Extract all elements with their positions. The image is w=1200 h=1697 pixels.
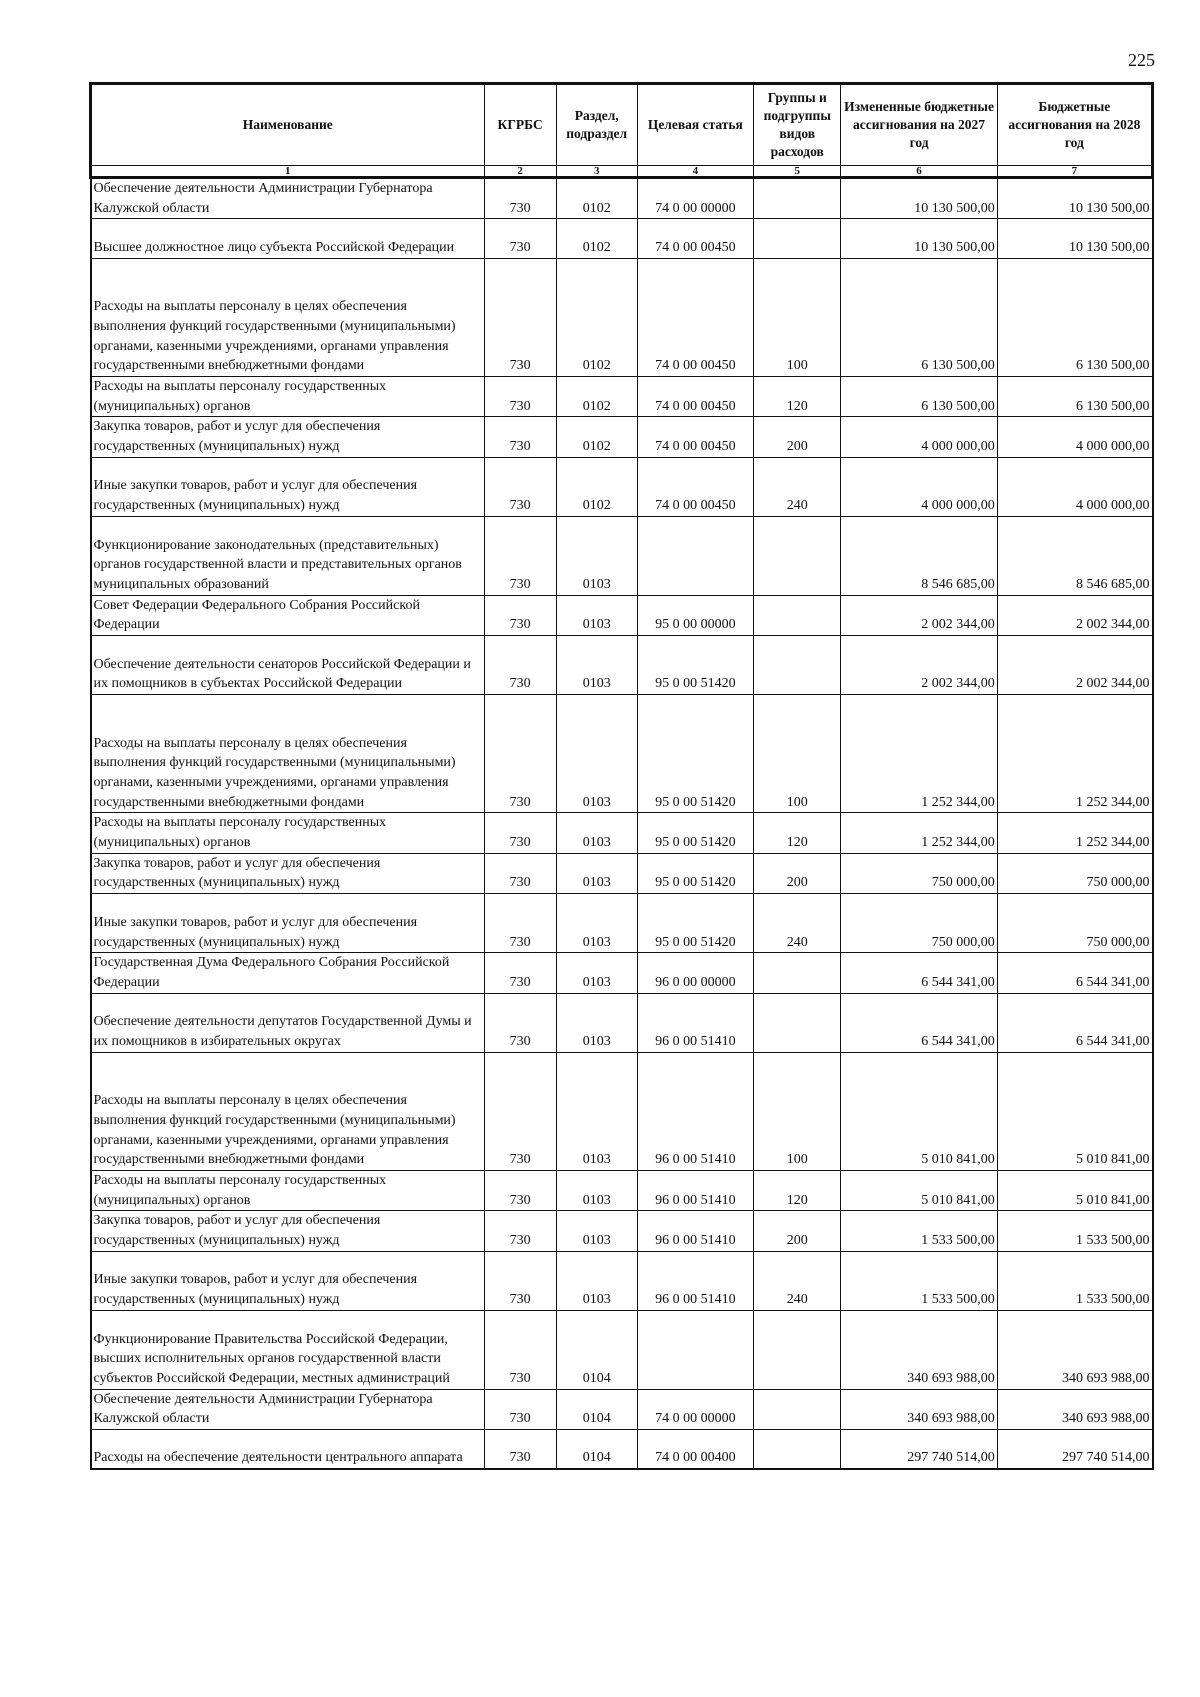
row-section-cell: 0103 (556, 516, 637, 595)
row-kgrbs-cell: 730 (484, 953, 556, 993)
row-name-cell: Закупка товаров, работ и услуг для обеспечения государственных (муниципальных) нужд (91, 1211, 485, 1251)
row-name-cell: Расходы на выплаты персоналу в целях обеспечения выполнения функций государственными (муниципальными) органами, казенными учреждениями, органами управления государственными внебюджетными фондами (91, 1052, 485, 1170)
row-group-cell: 120 (754, 813, 841, 853)
row-2028-cell: 1 533 500,00 (997, 1211, 1152, 1251)
table-row (91, 1170, 1153, 1210)
row-2028-cell: 1 252 344,00 (997, 813, 1152, 853)
row-kgrbs-cell: 730 (484, 813, 556, 853)
row-section-cell: 0103 (556, 993, 637, 1052)
row-2027-cell: 6 544 341,00 (841, 953, 997, 993)
row-kgrbs-cell: 730 (484, 993, 556, 1052)
row-2027-cell: 750 000,00 (841, 853, 997, 893)
row-section-cell: 0102 (556, 376, 637, 416)
header-name: Наименование (91, 84, 485, 166)
row-name-cell: Обеспечение деятельности депутатов Государственной Думы и их помощников в избирательных округах (91, 993, 485, 1052)
row-2027-cell: 4 000 000,00 (841, 457, 997, 516)
header-changed-2027: Измененные бюджетные ассигнования на 2027 год (841, 84, 997, 166)
header-target: Целевая статья (637, 84, 753, 166)
column-number: 5 (754, 166, 841, 178)
row-group-cell: 200 (754, 1211, 841, 1251)
row-group-cell (754, 953, 841, 993)
row-kgrbs-cell: 730 (484, 516, 556, 595)
row-name-cell: Иные закупки товаров, работ и услуг для обеспечения государственных (муниципальных) нужд (91, 457, 485, 516)
row-2028-cell: 340 693 988,00 (997, 1310, 1152, 1389)
row-target-cell: 74 0 00 00450 (637, 219, 753, 258)
row-2028-cell: 2 002 344,00 (997, 595, 1152, 635)
row-group-cell (754, 1310, 841, 1389)
row-group-cell: 100 (754, 1052, 841, 1170)
row-section-cell: 0103 (556, 894, 637, 953)
row-name-cell: Закупка товаров, работ и услуг для обеспечения государственных (муниципальных) нужд (91, 853, 485, 893)
row-2028-cell: 340 693 988,00 (997, 1389, 1152, 1429)
row-name-cell: Функционирование законодательных (представительных) органов государственной власти и представительных органов муниципальных образований (91, 516, 485, 595)
row-2027-cell: 750 000,00 (841, 894, 997, 953)
row-section-cell: 0103 (556, 1052, 637, 1170)
row-2028-cell: 10 130 500,00 (997, 178, 1152, 219)
row-kgrbs-cell: 730 (484, 595, 556, 635)
header-kgrbs: КГРБС (484, 84, 556, 166)
row-2028-cell: 2 002 344,00 (997, 636, 1152, 695)
row-2028-cell: 4 000 000,00 (997, 457, 1152, 516)
row-2028-cell: 5 010 841,00 (997, 1170, 1152, 1210)
row-2028-cell: 8 546 685,00 (997, 516, 1152, 595)
row-target-cell: 95 0 00 51420 (637, 853, 753, 893)
row-2028-cell: 6 130 500,00 (997, 376, 1152, 416)
row-section-cell: 0103 (556, 1211, 637, 1251)
column-number: 7 (997, 166, 1152, 178)
row-name-cell: Совет Федерации Федерального Собрания Российской Федерации (91, 595, 485, 635)
row-name-cell: Функционирование Правительства Российской Федерации, высших исполнительных органов государственной власти субъектов Российской Федерации, местных администраций (91, 1310, 485, 1389)
row-2028-cell: 297 740 514,00 (997, 1430, 1152, 1469)
column-number: 1 (91, 166, 485, 178)
row-target-cell: 96 0 00 51410 (637, 993, 753, 1052)
table-row (91, 376, 1153, 416)
row-2028-cell: 1 252 344,00 (997, 695, 1152, 813)
row-2027-cell: 8 546 685,00 (841, 516, 997, 595)
row-section-cell: 0103 (556, 636, 637, 695)
row-kgrbs-cell: 730 (484, 1310, 556, 1389)
row-kgrbs-cell: 730 (484, 376, 556, 416)
table-row (91, 219, 1153, 258)
row-group-cell (754, 219, 841, 258)
row-kgrbs-cell: 730 (484, 1211, 556, 1251)
row-section-cell: 0103 (556, 695, 637, 813)
table-row (91, 1389, 1153, 1429)
row-target-cell: 95 0 00 51420 (637, 695, 753, 813)
row-group-cell (754, 516, 841, 595)
row-target-cell (637, 1310, 753, 1389)
row-group-cell (754, 595, 841, 635)
column-number: 2 (484, 166, 556, 178)
row-2027-cell: 1 533 500,00 (841, 1211, 997, 1251)
row-section-cell: 0103 (556, 813, 637, 853)
row-name-cell: Иные закупки товаров, работ и услуг для обеспечения государственных (муниципальных) нужд (91, 1251, 485, 1310)
row-2028-cell: 5 010 841,00 (997, 1052, 1152, 1170)
row-section-cell: 0102 (556, 258, 637, 376)
row-section-cell: 0103 (556, 595, 637, 635)
row-name-cell: Расходы на выплаты персоналу в целях обеспечения выполнения функций государственными (муниципальными) органами, казенными учреждениями, органами управления государственными внебюджетными фондами (91, 695, 485, 813)
row-group-cell (754, 178, 841, 219)
row-target-cell: 74 0 00 00400 (637, 1430, 753, 1469)
table-row (91, 636, 1153, 695)
column-number: 4 (637, 166, 753, 178)
row-kgrbs-cell: 730 (484, 1052, 556, 1170)
row-name-cell: Расходы на выплаты персоналу государственных (муниципальных) органов (91, 1170, 485, 1210)
row-2027-cell: 340 693 988,00 (841, 1310, 997, 1389)
row-2027-cell: 2 002 344,00 (841, 636, 997, 695)
row-section-cell: 0102 (556, 417, 637, 457)
row-2027-cell: 1 252 344,00 (841, 695, 997, 813)
row-target-cell (637, 516, 753, 595)
row-kgrbs-cell: 730 (484, 636, 556, 695)
row-group-cell (754, 1430, 841, 1469)
table-row (91, 1430, 1153, 1469)
column-number: 6 (841, 166, 997, 178)
row-target-cell: 96 0 00 51410 (637, 1170, 753, 1210)
row-group-cell (754, 993, 841, 1052)
row-2027-cell: 6 130 500,00 (841, 376, 997, 416)
row-group-cell: 100 (754, 695, 841, 813)
budget-table (89, 82, 1154, 1470)
row-name-cell: Расходы на выплаты персоналу государственных (муниципальных) органов (91, 376, 485, 416)
row-2027-cell: 1 533 500,00 (841, 1251, 997, 1310)
row-2028-cell: 10 130 500,00 (997, 219, 1152, 258)
row-group-cell: 240 (754, 457, 841, 516)
table-row (91, 516, 1153, 595)
table-row (91, 894, 1153, 953)
row-target-cell: 74 0 00 00450 (637, 376, 753, 416)
row-kgrbs-cell: 730 (484, 853, 556, 893)
row-section-cell: 0103 (556, 953, 637, 993)
header-budget-2028: Бюджетные ассигнования на 2028 год (997, 84, 1152, 166)
row-name-cell: Государственная Дума Федерального Собрания Российской Федерации (91, 953, 485, 993)
row-target-cell: 74 0 00 00450 (637, 457, 753, 516)
row-group-cell (754, 636, 841, 695)
row-2027-cell: 1 252 344,00 (841, 813, 997, 853)
row-2027-cell: 5 010 841,00 (841, 1170, 997, 1210)
row-name-cell: Обеспечение деятельности Администрации Губернатора Калужской области (91, 178, 485, 219)
row-2027-cell: 297 740 514,00 (841, 1430, 997, 1469)
row-kgrbs-cell: 730 (484, 219, 556, 258)
header-group: Группы и подгруппы видов расходов (754, 84, 841, 166)
row-target-cell: 96 0 00 51410 (637, 1052, 753, 1170)
row-2028-cell: 6 544 341,00 (997, 993, 1152, 1052)
row-target-cell: 74 0 00 00000 (637, 178, 753, 219)
row-target-cell: 74 0 00 00450 (637, 417, 753, 457)
row-section-cell: 0102 (556, 178, 637, 219)
row-2027-cell: 5 010 841,00 (841, 1052, 997, 1170)
row-section-cell: 0103 (556, 1170, 637, 1210)
row-2028-cell: 6 130 500,00 (997, 258, 1152, 376)
row-group-cell: 120 (754, 1170, 841, 1210)
page-number: 225 (1128, 50, 1155, 70)
table-row (91, 1211, 1153, 1251)
table-row (91, 1310, 1153, 1389)
table-row (91, 953, 1153, 993)
row-kgrbs-cell: 730 (484, 1170, 556, 1210)
row-group-cell: 200 (754, 853, 841, 893)
row-kgrbs-cell: 730 (484, 457, 556, 516)
row-2027-cell: 10 130 500,00 (841, 219, 997, 258)
row-section-cell: 0103 (556, 853, 637, 893)
row-name-cell: Обеспечение деятельности Администрации Губернатора Калужской области (91, 1389, 485, 1429)
table-row (91, 695, 1153, 813)
row-target-cell: 96 0 00 51410 (637, 1251, 753, 1310)
table-row (91, 1052, 1153, 1170)
row-2027-cell: 340 693 988,00 (841, 1389, 997, 1429)
row-target-cell: 96 0 00 51410 (637, 1211, 753, 1251)
table-row (91, 1251, 1153, 1310)
row-2028-cell: 750 000,00 (997, 894, 1152, 953)
row-target-cell: 74 0 00 00450 (637, 258, 753, 376)
row-group-cell (754, 1389, 841, 1429)
column-number: 3 (556, 166, 637, 178)
row-group-cell: 240 (754, 1251, 841, 1310)
row-2027-cell: 6 130 500,00 (841, 258, 997, 376)
row-target-cell: 95 0 00 51420 (637, 813, 753, 853)
table-row (91, 417, 1153, 457)
row-2028-cell: 1 533 500,00 (997, 1251, 1152, 1310)
row-group-cell: 100 (754, 258, 841, 376)
row-kgrbs-cell: 730 (484, 1251, 556, 1310)
table-row (91, 813, 1153, 853)
row-name-cell: Расходы на выплаты персоналу государственных (муниципальных) органов (91, 813, 485, 853)
row-name-cell: Расходы на обеспечение деятельности центрального аппарата (91, 1430, 485, 1469)
row-name-cell: Расходы на выплаты персоналу в целях обеспечения выполнения функций государственными (муниципальными) органами, казенными учреждениями, органами управления государственными внебюджетными фондами (91, 258, 485, 376)
table-body (91, 178, 1153, 1469)
table-row (91, 258, 1153, 376)
row-section-cell: 0104 (556, 1389, 637, 1429)
row-2028-cell: 6 544 341,00 (997, 953, 1152, 993)
row-2027-cell: 2 002 344,00 (841, 595, 997, 635)
row-target-cell: 95 0 00 51420 (637, 636, 753, 695)
row-group-cell: 200 (754, 417, 841, 457)
row-name-cell: Высшее должностное лицо субъекта Российской Федерации (91, 219, 485, 258)
row-name-cell: Обеспечение деятельности сенаторов Российской Федерации и их помощников в субъектах Российской Федерации (91, 636, 485, 695)
row-2027-cell: 10 130 500,00 (841, 178, 997, 219)
row-kgrbs-cell: 730 (484, 417, 556, 457)
column-number-row (91, 166, 1153, 178)
table-row (91, 853, 1153, 893)
row-target-cell: 96 0 00 00000 (637, 953, 753, 993)
row-2027-cell: 4 000 000,00 (841, 417, 997, 457)
row-kgrbs-cell: 730 (484, 1430, 556, 1469)
row-section-cell: 0103 (556, 1251, 637, 1310)
row-kgrbs-cell: 730 (484, 178, 556, 219)
header-section: Раздел, подраздел (556, 84, 637, 166)
row-section-cell: 0104 (556, 1430, 637, 1469)
row-group-cell: 120 (754, 376, 841, 416)
row-kgrbs-cell: 730 (484, 695, 556, 813)
table-row (91, 178, 1153, 219)
table-header-row (91, 84, 1153, 166)
table-row (91, 457, 1153, 516)
row-kgrbs-cell: 730 (484, 894, 556, 953)
row-target-cell: 95 0 00 00000 (637, 595, 753, 635)
row-2028-cell: 4 000 000,00 (997, 417, 1152, 457)
row-2028-cell: 750 000,00 (997, 853, 1152, 893)
row-kgrbs-cell: 730 (484, 1389, 556, 1429)
row-target-cell: 74 0 00 00000 (637, 1389, 753, 1429)
row-section-cell: 0102 (556, 219, 637, 258)
row-target-cell: 95 0 00 51420 (637, 894, 753, 953)
row-section-cell: 0104 (556, 1310, 637, 1389)
row-name-cell: Иные закупки товаров, работ и услуг для обеспечения государственных (муниципальных) нужд (91, 894, 485, 953)
row-kgrbs-cell: 730 (484, 258, 556, 376)
row-name-cell: Закупка товаров, работ и услуг для обеспечения государственных (муниципальных) нужд (91, 417, 485, 457)
row-2027-cell: 6 544 341,00 (841, 993, 997, 1052)
table-row (91, 993, 1153, 1052)
row-section-cell: 0102 (556, 457, 637, 516)
row-group-cell: 240 (754, 894, 841, 953)
table-row (91, 595, 1153, 635)
